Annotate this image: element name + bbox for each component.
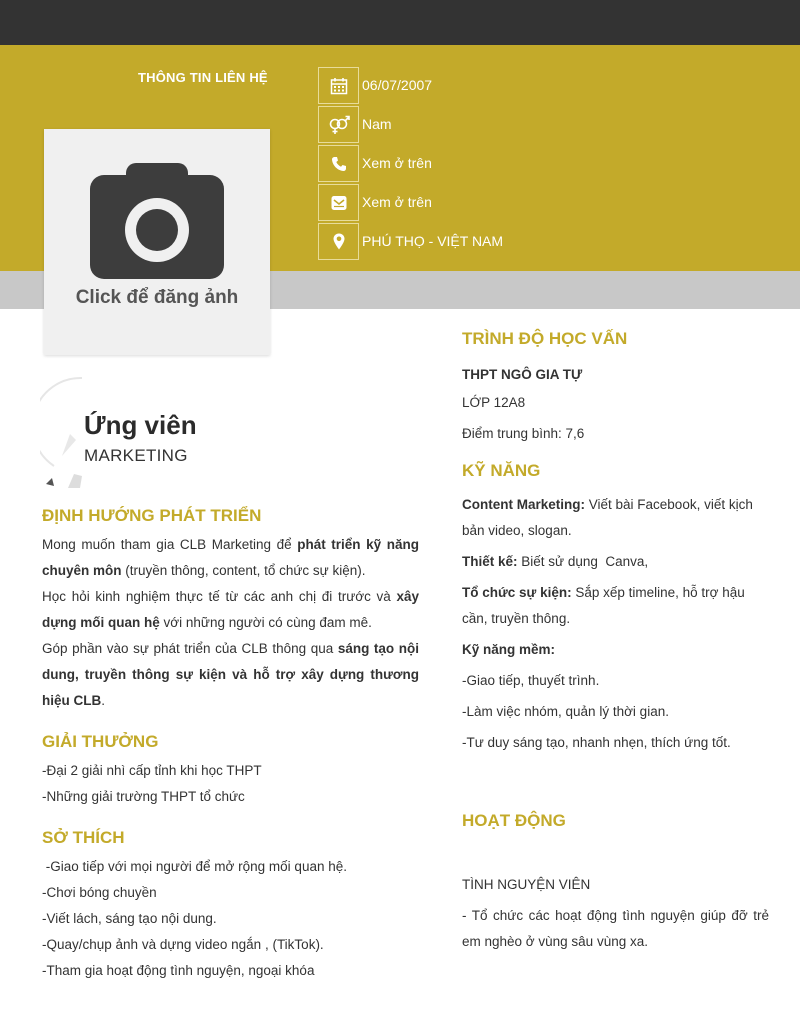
awards-title: GIẢI THƯỞNG <box>42 732 159 751</box>
candidate-position: MARKETING <box>84 446 188 465</box>
candidate-block <box>40 376 340 488</box>
email-icon <box>318 184 359 221</box>
contact-location <box>318 223 778 260</box>
contact-email <box>318 184 778 221</box>
camera-icon <box>90 161 224 279</box>
location-value: PHÚ THỌ - VIỆT NAM <box>362 233 504 249</box>
contact-gender <box>318 106 778 143</box>
award-item: -Đại 2 giải nhì cấp tỉnh khi học THPT <box>42 763 262 778</box>
calendar-icon <box>318 67 359 104</box>
activity-role: TÌNH NGUYỆN VIÊN <box>462 877 591 892</box>
gender-value: Nam <box>362 116 392 132</box>
development-paragraph-3: Góp phần vào sự phát triển của CLB thông qua sáng tạo nội dung, truyền thông sự kiện và hỗ trợ xây dựng thương hiệu CLB. <box>42 641 419 708</box>
skill-event: Tổ chức sự kiện: Sắp xếp timeline, hỗ trợ hậu cần, truyền thông. <box>462 585 745 626</box>
skill-content-marketing: Content Marketing: Viết bài Facebook, viết kịch bản video, slogan. <box>462 497 753 538</box>
contact-phone <box>318 145 778 182</box>
development-paragraph-2: Học hỏi kinh nghiệm thực tế từ các anh chị đi trước và xây dựng mối quan hệ với những người có cùng đam mê. <box>42 589 419 630</box>
hobbies-title: SỞ THÍCH <box>42 828 125 847</box>
soft-skill-item: -Tư duy sáng tạo, nhanh nhẹn, thích ứng tốt. <box>462 735 731 750</box>
skill-soft-label: Kỹ năng mềm: <box>462 642 556 657</box>
top-bar <box>0 0 800 45</box>
gender-icon <box>318 106 359 143</box>
development-paragraph-1: Mong muốn tham gia CLB Marketing để phát triển kỹ năng chuyên môn (truyền thông, content, tổ chức sự kiện). <box>42 537 419 578</box>
photo-caption: Click để đăng ảnh <box>75 287 239 308</box>
phone-value: Xem ở trên <box>362 155 432 171</box>
email-value: Xem ở trên <box>362 194 432 210</box>
education-title: TRÌNH ĐỘ HỌC VẤN <box>462 329 628 348</box>
birthdate-value: 06/07/2007 <box>362 77 433 93</box>
education-class: LỚP 12A8 <box>462 395 526 410</box>
skills-title: KỸ NĂNG <box>462 461 541 480</box>
soft-skill-item: -Giao tiếp, thuyết trình. <box>462 673 600 688</box>
development-title: ĐỊNH HƯỚNG PHÁT TRIỂN <box>42 506 262 525</box>
phone-icon <box>318 145 359 182</box>
hobby-item: -Quay/chụp ảnh và dựng video ngắn , (TikTok). <box>42 937 324 952</box>
candidate-name: Ứng viên <box>84 410 197 440</box>
contact-title: THÔNG TIN LIÊN HỆ <box>138 70 268 85</box>
photo-upload[interactable] <box>44 129 270 355</box>
hobby-item: -Giao tiếp với mọi người để mở rộng mối quan hệ. <box>42 859 347 874</box>
hobby-item: -Chơi bóng chuyền <box>42 885 157 900</box>
hobby-item: -Viết lách, sáng tạo nội dung. <box>42 911 217 926</box>
skill-design: Thiết kế: Biết sử dụng Canva, <box>462 554 649 569</box>
hobby-item: -Tham gia hoạt động tình nguyện, ngoại khóa <box>42 963 315 978</box>
activities-title: HOẠT ĐỘNG <box>462 811 566 830</box>
location-icon <box>318 223 359 260</box>
award-item: -Những giải trường THPT tổ chức <box>42 789 245 804</box>
education-gpa: Điểm trung bình: 7,6 <box>462 426 585 441</box>
education-school: THPT NGÔ GIA TỰ <box>462 367 583 382</box>
soft-skill-item: -Làm việc nhóm, quản lý thời gian. <box>462 704 669 719</box>
contact-birthdate <box>318 67 778 104</box>
activity-description: - Tổ chức các hoạt động tình nguyện giúp đỡ trẻ em nghèo ở vùng sâu vùng xa. <box>462 908 769 949</box>
